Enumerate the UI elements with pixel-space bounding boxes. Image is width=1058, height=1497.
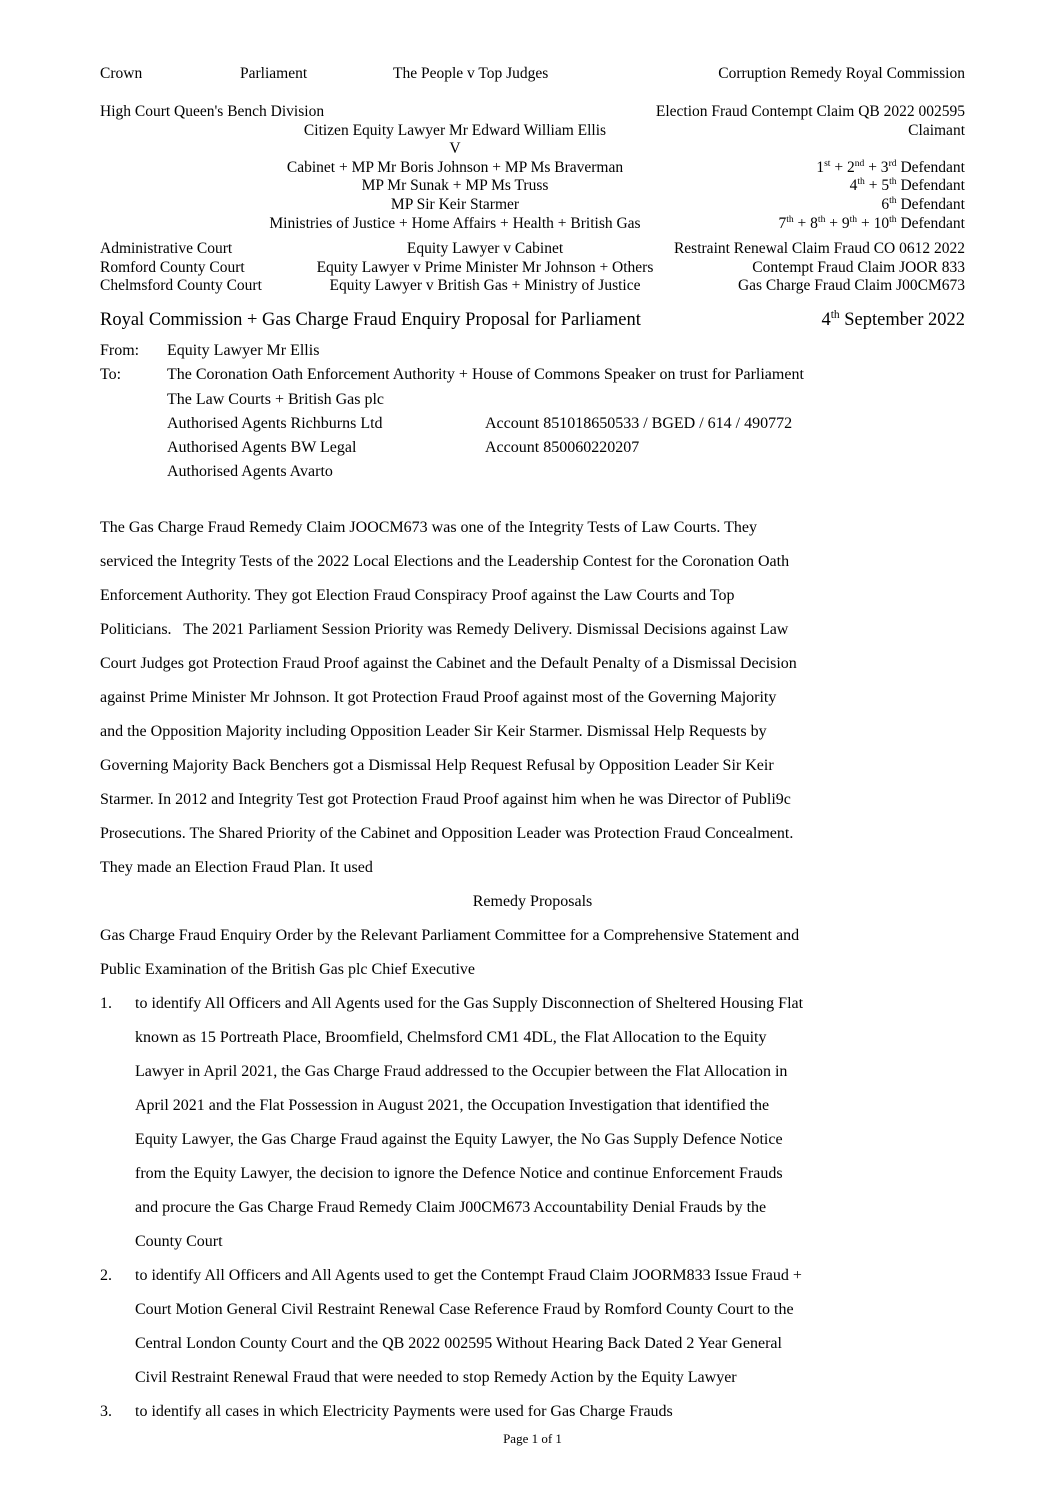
proposals-intro (100, 919, 965, 987)
caption-row (100, 140, 965, 159)
proposals-intro-line: Gas Charge Fraud Enquiry Order by the Relevant Parliament Committee for a Comprehensive Statement and (100, 926, 800, 944)
body-line: Governing Majority Back Benchers got a Dismissal Help Request Refusal by Opposition Leader Sir Keir (100, 756, 774, 774)
claim-parties: Equity Lawyer v British Gas + Ministry of Justice (329, 277, 641, 295)
proposal-item-1 (100, 987, 965, 1259)
caption-role-label: 7th + 8th + 9th + 10th Defendant (778, 213, 965, 232)
case-caption (100, 103, 965, 233)
letterhead-royal-commission: Corruption Remedy Royal Commission (718, 65, 965, 82)
list-item-line: from the Equity Lawyer, the decision to ignore the Defence Notice and continue Enforcement Frauds (135, 1164, 783, 1182)
claim-reference: Restraint Renewal Claim Fraud CO 0612 2022 (673, 240, 965, 258)
claim-reference: Contempt Fraud Claim JOOR 833 (752, 258, 965, 276)
page-title: Royal Commission + Gas Charge Fraud Enquiry Proposal for Parliament (100, 309, 641, 330)
claim-references (100, 240, 965, 296)
item-number: 1. (100, 994, 112, 1012)
recipient-account: Account 851018650533 / BGED / 614 / 490772 (485, 414, 793, 432)
caption-party-text: MP Sir Keir Starmer (390, 195, 520, 213)
claim-row (100, 259, 965, 278)
to-label: To: (100, 366, 122, 384)
recipient-name: Authorised Agents BW Legal (167, 439, 357, 457)
caption-party-text: Cabinet + MP Mr Boris Johnson + MP Ms Braverman (286, 158, 624, 176)
claim-row (100, 277, 965, 296)
list-item-line: Court Motion General Civil Restraint Renewal Case Reference Fraud by Romford County Court to the (135, 1300, 794, 1318)
list-item-line: Equity Lawyer, the Gas Charge Fraud against the Equity Lawyer, the No Gas Supply Defence Notice (135, 1130, 783, 1148)
caption-row (100, 215, 965, 234)
proposal-item-3 (100, 1395, 965, 1429)
proposals-intro-line: Public Examination of the British Gas plc Chief Executive (100, 960, 476, 978)
item-number: 2. (100, 1266, 112, 1284)
caption-party-text: MP Mr Sunak + MP Ms Truss (361, 177, 549, 195)
recipient-name: The Coronation Oath Enforcement Authority + House of Commons Speaker on trust for Parliament (167, 366, 804, 384)
body-line: and the Opposition Majority including Opposition Leader Sir Keir Starmer. Dismissal Help Requests by (100, 722, 767, 740)
caption-row (100, 196, 965, 215)
recipient-line (167, 412, 965, 436)
list-item-line: Civil Restraint Renewal Fraud that were needed to stop Remedy Action by the Equity Lawyer (135, 1368, 737, 1386)
claim-court: Romford County Court (100, 258, 245, 276)
item-text (135, 987, 965, 1259)
letterhead-parliament: Parliament (240, 65, 308, 82)
list-item-line: to identify all cases in which Electricity Payments were used for Gas Charge Frauds (135, 1402, 673, 1420)
item-text (135, 1395, 965, 1429)
body-paragraph (100, 511, 965, 885)
proposal-item-2 (100, 1259, 965, 1395)
body-line: They made an Election Fraud Plan. It used (100, 858, 373, 876)
caption-party-text: V (449, 140, 461, 158)
claim-row (100, 240, 965, 259)
claim-court: Administrative Court (100, 240, 233, 258)
recipient-name: Authorised Agents Avarto (167, 463, 333, 481)
from-value: Equity Lawyer Mr Ellis (167, 341, 320, 359)
caption-role-label: Election Fraud Contempt Claim QB 2022 002595 (655, 103, 965, 120)
list-item-line: and procure the Gas Charge Fraud Remedy Claim J00CM673 Accountability Denial Frauds by the (135, 1198, 767, 1216)
caption-role-label: 4th + 5th Defendant (849, 176, 965, 195)
address-block (100, 339, 965, 485)
list-item-line: to identify All Officers and All Agents used for the Gas Supply Disconnection of Sheltered Housing Flat (135, 994, 804, 1012)
recipient-name: Authorised Agents Richburns Ltd (167, 414, 383, 432)
caption-court-name: High Court Queen's Bench Division (100, 103, 325, 120)
caption-party-text: Citizen Equity Lawyer Mr Edward William Ellis (303, 121, 607, 139)
item-number: 3. (100, 1402, 112, 1420)
caption-row (100, 177, 965, 196)
body-line: against Prime Minister Mr Johnson. It got Protection Fraud Proof against most of the Governing Majority (100, 688, 777, 706)
list-item-line: Lawyer in April 2021, the Gas Charge Fraud addressed to the Occupier between the Flat Allocation in (135, 1062, 788, 1080)
from-row (100, 339, 965, 363)
claim-parties: Equity Lawyer v Cabinet (406, 240, 564, 258)
proposals-section (100, 885, 965, 1429)
list-item-line: known as 15 Portreath Place, Broomfield, Chelmsford CM1 4DL, the Flat Allocation to the Equity (135, 1028, 767, 1046)
caption-row (100, 159, 965, 178)
recipient-line (167, 388, 965, 412)
body-line: Politicians. The 2021 Parliament Session Priority was Remedy Delivery. Dismissal Decisions against Law (100, 620, 789, 638)
letterhead-people-v-judges: The People v Top Judges (393, 65, 549, 82)
body-line: Starmer. In 2012 and Integrity Test got Protection Fraud Proof against him when he was Director of Publi9c (100, 790, 791, 808)
list-item-line: County Court (135, 1232, 223, 1250)
body-line: Enforcement Authority. They got Election Fraud Conspiracy Proof against the Law Courts and Top (100, 586, 735, 604)
item-text (135, 1259, 965, 1395)
recipient-line (167, 363, 965, 387)
recipient-line (167, 436, 965, 460)
letterhead-crown: Crown (100, 65, 143, 82)
list-item-line: April 2021 and the Flat Possession in August 2021, the Occupation Investigation that identified the (135, 1096, 770, 1114)
list-item-line: Central London County Court and the QB 2022 002595 Without Hearing Back Dated 2 Year General (135, 1334, 782, 1352)
document-content (100, 64, 965, 1447)
caption-row (100, 122, 965, 141)
caption-role-label: 1st + 2nd + 3rd Defendant (816, 157, 965, 176)
body-line: Prosecutions. The Shared Priority of the Cabinet and Opposition Leader was Protection Fraud Concealment. (100, 824, 794, 842)
recipient-line (167, 460, 965, 484)
caption-row (100, 103, 965, 122)
caption-role-label: Claimant (908, 121, 965, 139)
to-recipients (167, 363, 965, 484)
body-line: The Gas Charge Fraud Remedy Claim JOOCM673 was one of the Integrity Tests of Law Courts. They (100, 518, 757, 536)
list-item-line: to identify All Officers and All Agents used to get the Contempt Fraud Claim JOORM833 Issue Fraud + (135, 1266, 802, 1284)
page-number: Page 1 of 1 (503, 1430, 562, 1446)
claim-court: Chelmsford County Court (100, 277, 262, 295)
claim-reference: Gas Charge Fraud Claim J00CM673 (737, 277, 965, 295)
to-row (100, 363, 965, 484)
body-line: Court Judges got Protection Fraud Proof against the Cabinet and the Default Penalty of a Dismissal Decision (100, 654, 797, 672)
caption-party-text: Ministries of Justice + Home Affairs + Health + British Gas (269, 214, 641, 232)
recipient-name: The Law Courts + British Gas plc (167, 390, 384, 408)
title-row (100, 308, 965, 332)
from-label: From: (100, 341, 140, 359)
letterhead-row (100, 64, 965, 83)
recipient-account: Account 850060220207 (485, 439, 640, 457)
document-date: 4th September 2022 (821, 308, 965, 330)
body-line: serviced the Integrity Tests of the 2022 Local Elections and the Leadership Contest for the Coronation Oath (100, 552, 790, 570)
caption-role-label: 6th Defendant (881, 194, 965, 213)
claim-parties: Equity Lawyer v Prime Minister Mr Johnson + Others (316, 258, 654, 276)
proposals-heading: Remedy Proposals (472, 892, 593, 910)
